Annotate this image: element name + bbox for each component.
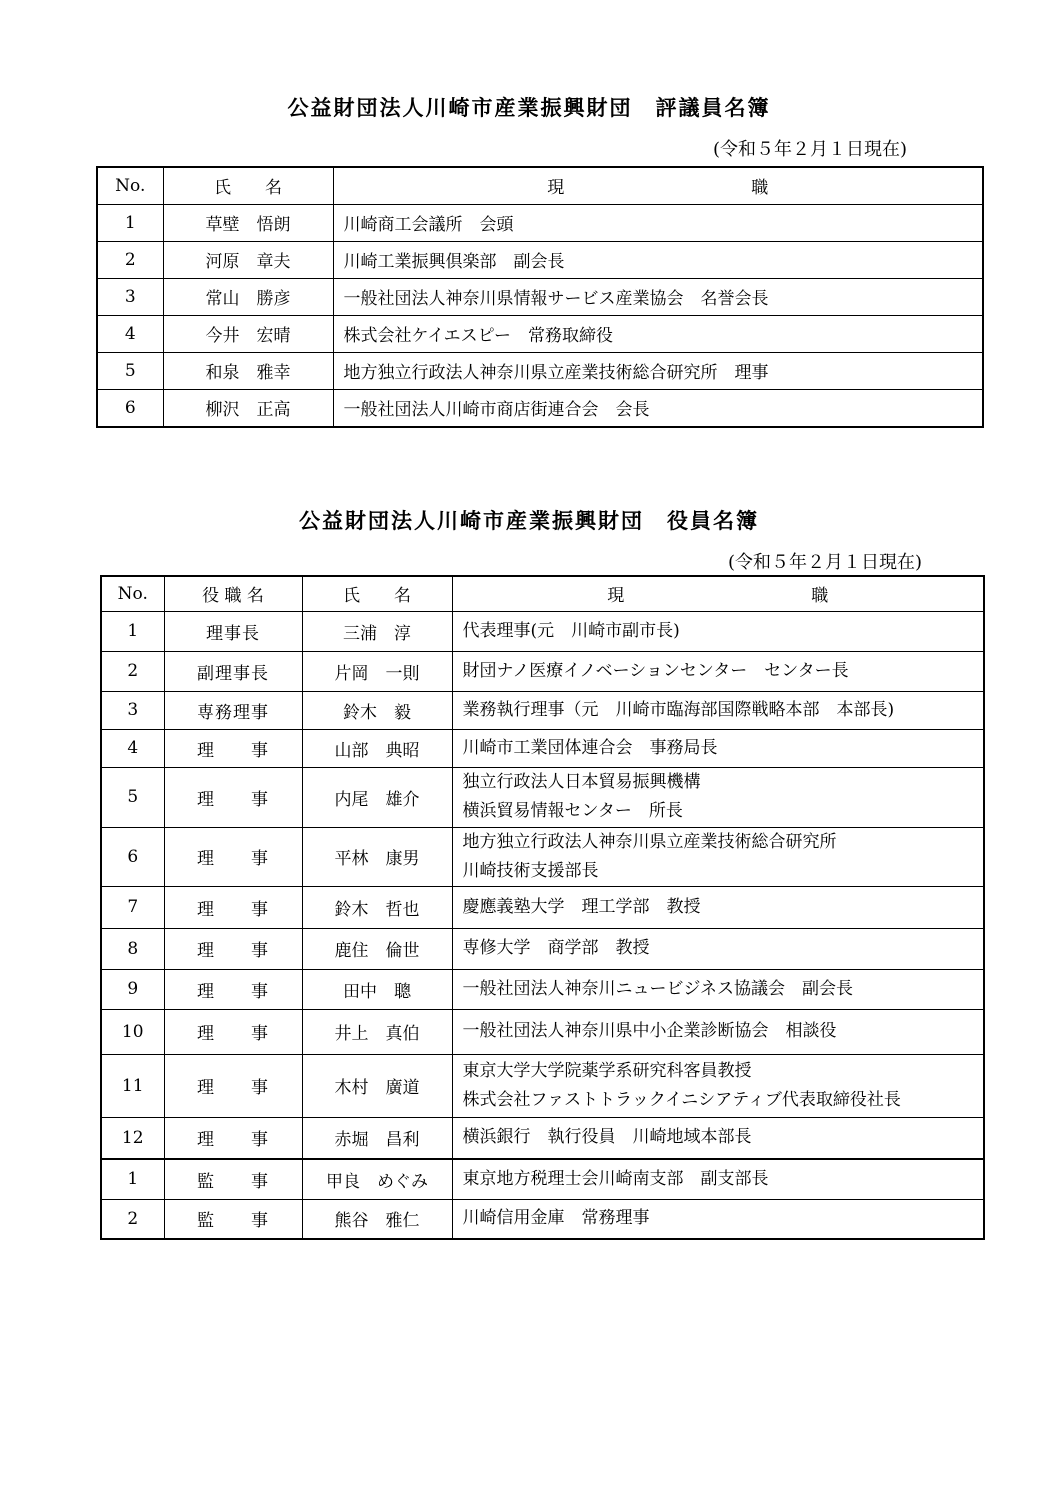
- position-line: 慶應義塾大学 理工学部 教授: [462, 896, 701, 917]
- row-no: 4: [101, 729, 164, 767]
- row-role: 理 事: [164, 1009, 302, 1054]
- position-line: 独立行政法人日本貿易振興機構: [462, 772, 701, 792]
- row-name: 三浦 淳: [302, 611, 452, 651]
- row-role: 副理事長: [164, 651, 302, 691]
- table-row: [97, 352, 983, 389]
- table-row: [101, 928, 984, 969]
- row-position: 一般社団法人川崎市商店街連合会 会長: [333, 389, 983, 427]
- table-row: [101, 1009, 984, 1054]
- row-position: [452, 691, 984, 729]
- row-no: 6: [97, 389, 163, 427]
- row-no: 1: [97, 204, 163, 241]
- row-name: 赤堀 昌利: [302, 1117, 452, 1159]
- position-line: 一般社団法人神奈川県中小企業診断協会 相談役: [462, 1021, 837, 1041]
- row-role: 理 事: [164, 1054, 302, 1117]
- row-no: 2: [101, 651, 164, 691]
- row-no: 5: [97, 352, 163, 389]
- row-position: [452, 969, 984, 1009]
- row-role: 理 事: [164, 827, 302, 886]
- row-position: 川崎工業振興倶楽部 副会長: [333, 241, 983, 278]
- row-name: 鈴木 哲也: [302, 886, 452, 928]
- row-name: 山部 典昭: [302, 729, 452, 767]
- row-no: 3: [101, 691, 164, 729]
- row-position: 川崎商工会議所 会頭: [333, 204, 983, 241]
- row-position: [452, 928, 984, 969]
- council-rows: [97, 204, 983, 427]
- row-position: [452, 611, 984, 651]
- row-no: 2: [97, 241, 163, 278]
- row-name: 田中 聰: [302, 969, 452, 1009]
- row-position: [452, 1159, 984, 1199]
- row-no: 4: [97, 315, 163, 352]
- row-role: 理 事: [164, 969, 302, 1009]
- row-no: 1: [101, 611, 164, 651]
- position-line: 東京大学大学院薬学系研究科客員教授: [462, 1060, 752, 1081]
- header-no: No.: [97, 167, 163, 204]
- officers-title: 公益財団法人川崎市産業振興財団 役員名簿: [299, 509, 759, 533]
- table-row: [101, 1199, 984, 1239]
- row-role: 理 事: [164, 886, 302, 928]
- row-no: 5: [101, 767, 164, 827]
- position-line: 横浜銀行 執行役員 川崎地域本部長: [462, 1127, 752, 1148]
- row-position: [452, 1009, 984, 1054]
- row-role: 監 事: [164, 1199, 302, 1239]
- table-row: [101, 969, 984, 1009]
- position-line: 川崎技術支援部長: [462, 860, 599, 881]
- table-row: [97, 315, 983, 352]
- row-role: 理事長: [164, 611, 302, 651]
- row-no: 2: [101, 1199, 164, 1239]
- table-row: [101, 1159, 984, 1199]
- position-line: 一般社団法人神奈川ニュービジネス協議会 副会長: [462, 978, 853, 999]
- row-position: [452, 886, 984, 928]
- table-row: [97, 389, 983, 427]
- row-position: [452, 827, 984, 886]
- officers-table: [100, 575, 985, 1240]
- row-no: 6: [101, 827, 164, 886]
- row-position: [452, 1054, 984, 1117]
- row-name: 鹿住 倫世: [302, 928, 452, 969]
- position-line: 代表理事(元 川崎市副市長): [462, 620, 680, 641]
- row-position: [452, 1199, 984, 1239]
- officers-rows: [101, 611, 984, 1239]
- row-name: 常山 勝彦: [163, 278, 333, 315]
- row-no: 3: [97, 278, 163, 315]
- council-header-row: [97, 167, 983, 204]
- position-line: 専修大学 商学部 教授: [462, 938, 650, 958]
- council-title: 公益財団法人川崎市産業振興財団 評議員名簿: [287, 96, 771, 120]
- row-no: 12: [101, 1117, 164, 1159]
- row-position: [452, 1117, 984, 1159]
- position-line: 川崎信用金庫 常務理事: [462, 1208, 650, 1229]
- header-position: 現 職: [333, 167, 983, 204]
- table-row: [101, 767, 984, 827]
- row-role: 理 事: [164, 767, 302, 827]
- table-row: [101, 611, 984, 651]
- position-line: 業務執行理事（元 川崎市臨海部国際戦略本部 本部長): [462, 699, 895, 720]
- row-name: 平林 康男: [302, 827, 452, 886]
- row-no: 11: [101, 1054, 164, 1117]
- row-no: 8: [101, 928, 164, 969]
- row-name: 片岡 一則: [302, 651, 452, 691]
- row-name: 和泉 雅幸: [163, 352, 333, 389]
- row-name: 木村 廣道: [302, 1054, 452, 1117]
- header-no: No.: [101, 576, 164, 611]
- officers-date: (令和５年２月１日現在): [728, 552, 923, 573]
- row-no: 9: [101, 969, 164, 1009]
- table-row: [97, 241, 983, 278]
- council-table: [96, 166, 984, 428]
- table-row: [101, 691, 984, 729]
- header-name: 氏 名: [302, 576, 452, 611]
- row-role: 監 事: [164, 1159, 302, 1199]
- row-name: 河原 章夫: [163, 241, 333, 278]
- row-position: 一般社団法人神奈川県情報サービス産業協会 名誉会長: [333, 278, 983, 315]
- table-row: [101, 729, 984, 767]
- position-line: 株式会社ファストトラックイニシアティブ代表取締役社長: [462, 1089, 901, 1110]
- row-name: 井上 真伯: [302, 1009, 452, 1054]
- row-name: 内尾 雄介: [302, 767, 452, 827]
- row-name: 今井 宏晴: [163, 315, 333, 352]
- position-line: 財団ナノ医療イノベーションセンター センター長: [462, 660, 849, 681]
- row-role: 理 事: [164, 928, 302, 969]
- table-row: [101, 1054, 984, 1117]
- table-row: [101, 651, 984, 691]
- position-line: 川崎市工業団体連合会 事務局長: [462, 737, 718, 758]
- row-position: 地方独立行政法人神奈川県立産業技術総合研究所 理事: [333, 352, 983, 389]
- table-row: [101, 1117, 984, 1159]
- row-name: 甲良 めぐみ: [302, 1159, 452, 1199]
- position-line: 東京地方税理士会川崎南支部 副支部長: [462, 1168, 769, 1189]
- row-role: 理 事: [164, 1117, 302, 1159]
- row-name: 草壁 悟朗: [163, 204, 333, 241]
- table-row: [97, 204, 983, 241]
- position-line: 地方独立行政法人神奈川県立産業技術総合研究所: [462, 831, 837, 852]
- header-position: 現 職: [452, 576, 984, 611]
- row-no: 7: [101, 886, 164, 928]
- header-role: 役 職 名: [164, 576, 302, 611]
- officers-header-row: [101, 576, 984, 611]
- row-no: 10: [101, 1009, 164, 1054]
- position-line: 横浜貿易情報センター 所長: [462, 801, 683, 821]
- row-position: 株式会社ケイエスピー 常務取締役: [333, 315, 983, 352]
- row-name: 柳沢 正高: [163, 389, 333, 427]
- row-position: [452, 651, 984, 691]
- table-row: [101, 886, 984, 928]
- row-role: 専務理事: [164, 691, 302, 729]
- row-position: [452, 767, 984, 827]
- council-date: (令和５年２月１日現在): [713, 139, 908, 160]
- row-position: [452, 729, 984, 767]
- table-row: [101, 827, 984, 886]
- row-name: 熊谷 雅仁: [302, 1199, 452, 1239]
- table-row: [97, 278, 983, 315]
- row-role: 理 事: [164, 729, 302, 767]
- row-name: 鈴木 毅: [302, 691, 452, 729]
- header-name: 氏 名: [163, 167, 333, 204]
- row-no: 1: [101, 1159, 164, 1199]
